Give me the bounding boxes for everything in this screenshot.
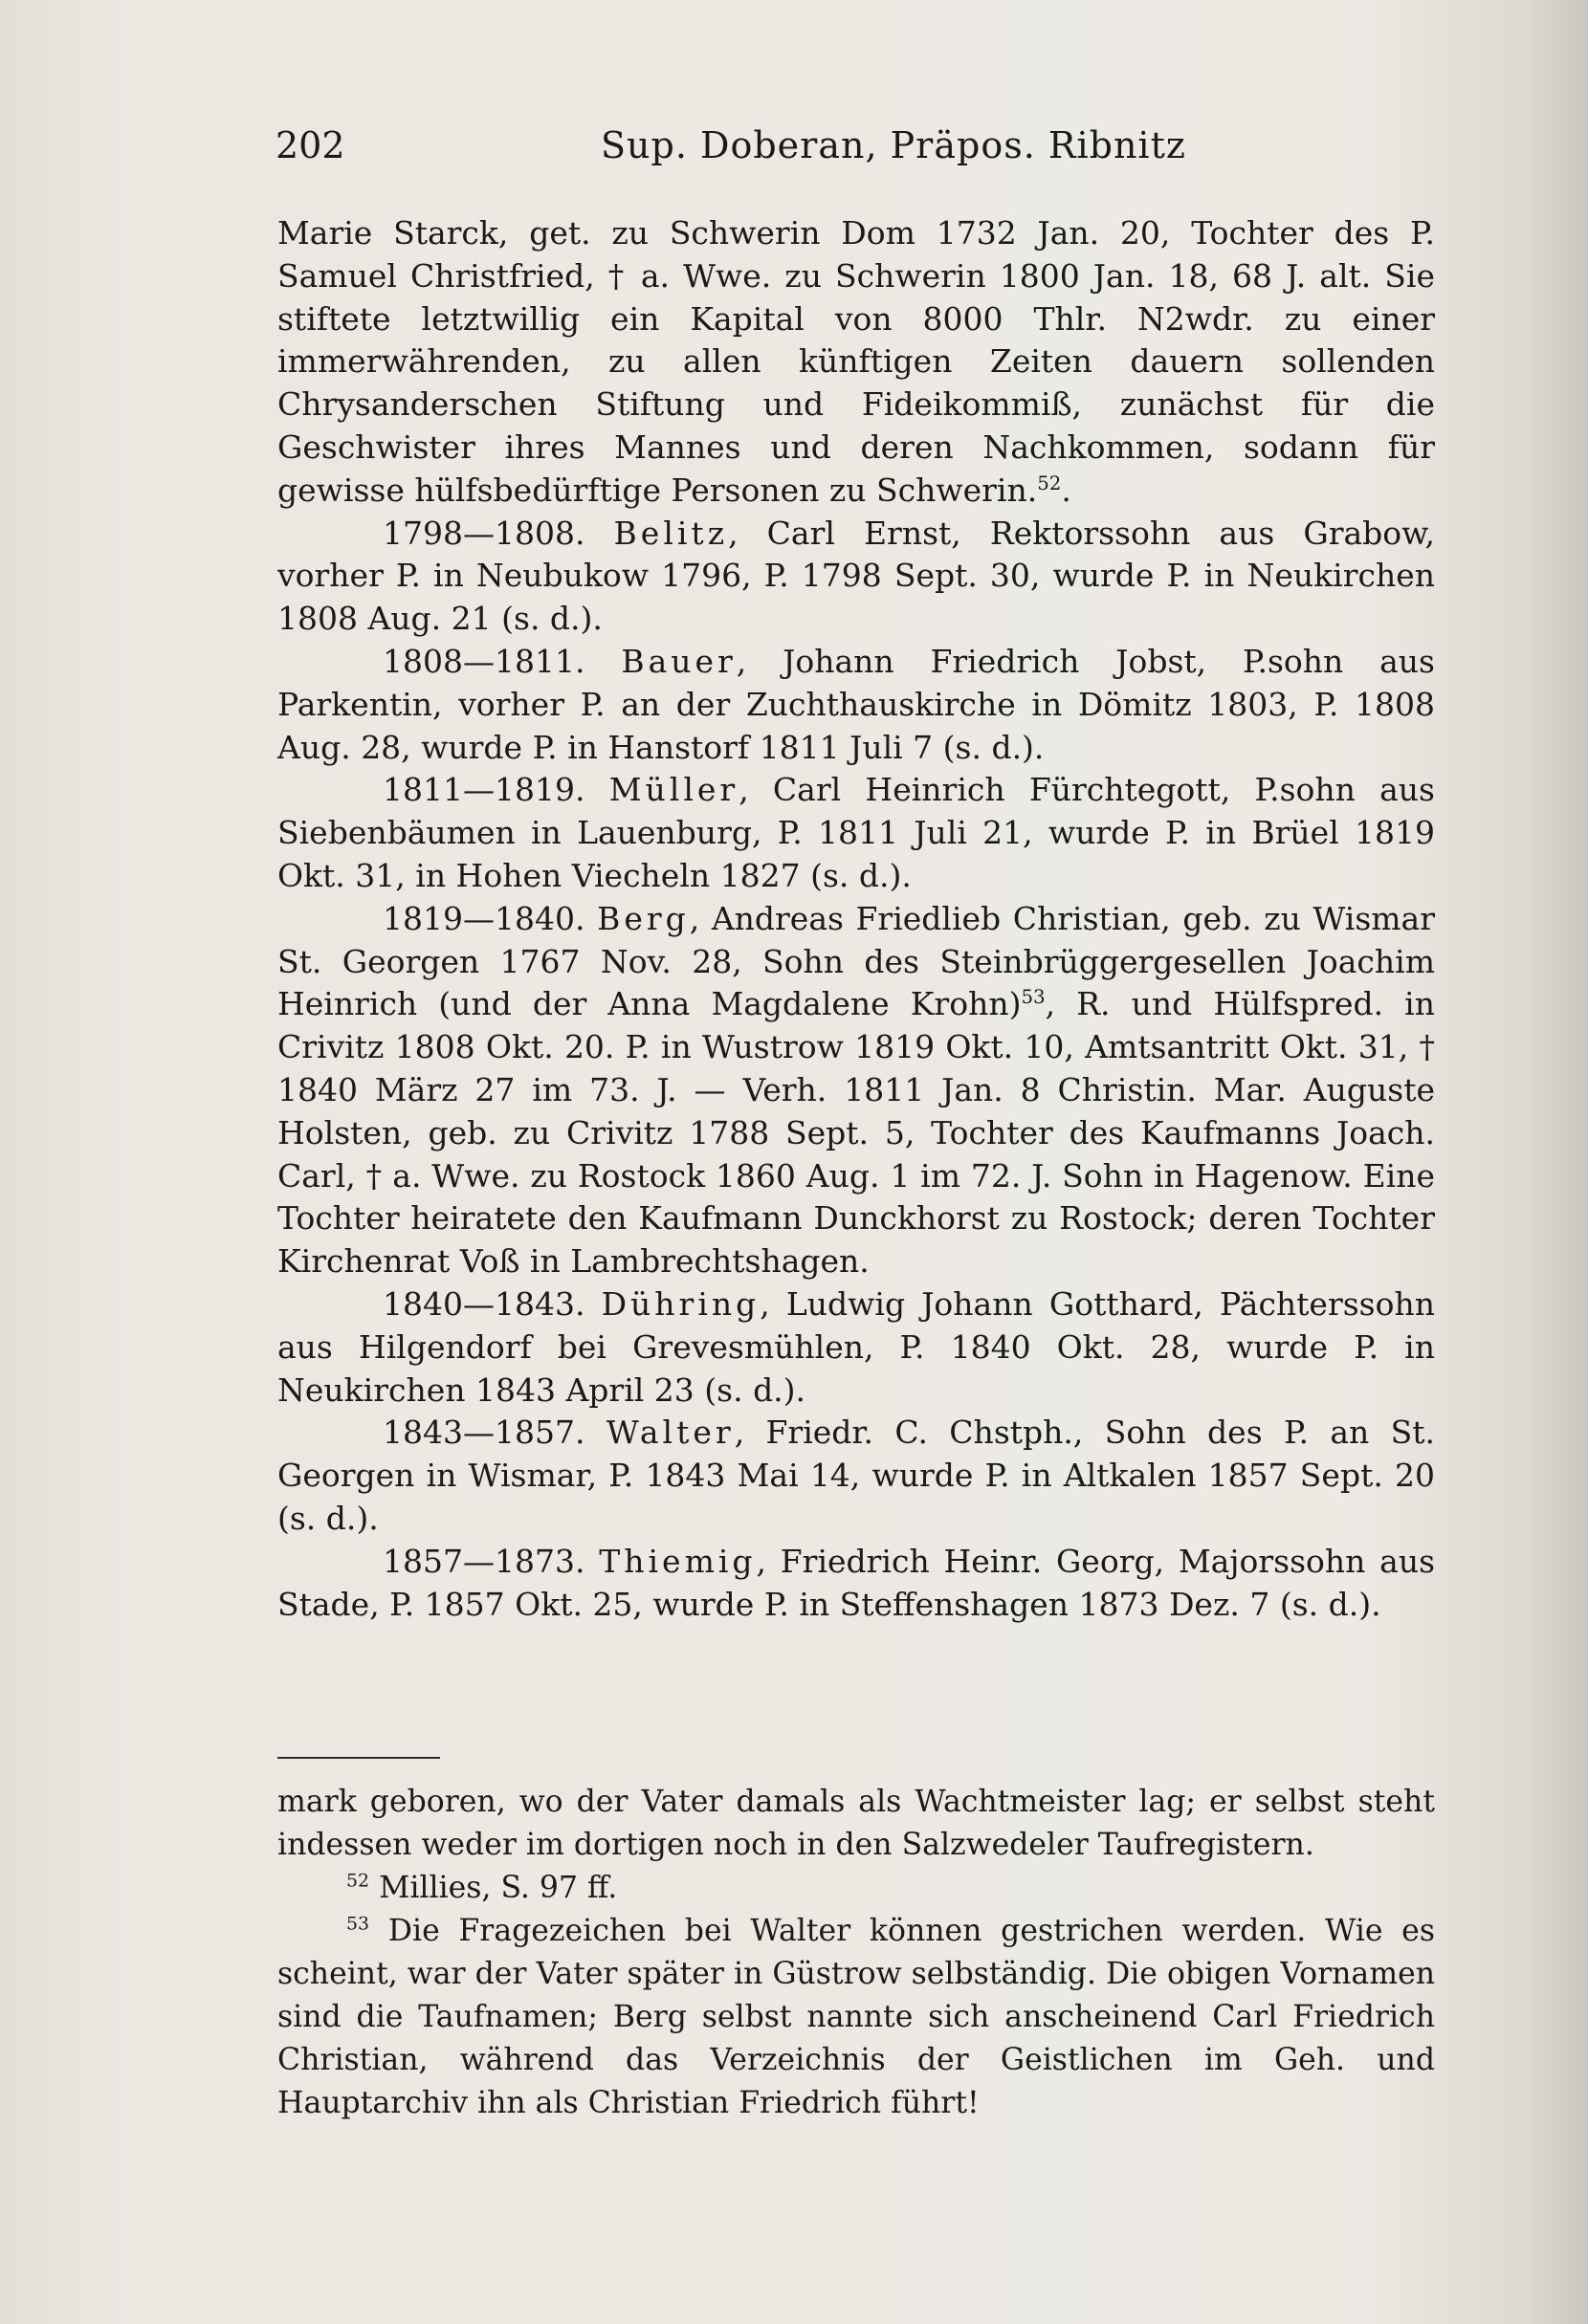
entry-name: Thiemig — [599, 1542, 757, 1580]
entry-name: Müller — [608, 771, 739, 809]
intro-text: Marie Starck, get. zu Schwerin Dom 1732 Jan. 20, Tochter des P. Samuel Christfried, † a. Wwe. zu Schwerin 1800 Jan. 18, 68 J. alt. Sie stiftete letztwillig ein Kapital von 8000 Thlr. N2wdr. zu einer immerwährenden, zu allen künftigen Zeiten dauern sollenden Chrysanderschen Stiftung und Fideikommiß, zunächst für die Geschwister ihres Mannes und deren Nachkommen, sodann für gewisse hülfsbedürftige Personen zu Schwerin. — [277, 214, 1435, 509]
footnotes — [277, 1781, 1435, 2125]
pastor-entry-walter — [277, 1412, 1435, 1540]
footnote-number: 52 — [346, 1870, 370, 1892]
pastor-entry-bauer — [277, 641, 1435, 769]
entry-years: 1857—1873. — [383, 1542, 585, 1580]
entry-name: Dühring — [601, 1284, 761, 1323]
entry-years: 1811—1819. — [383, 771, 585, 809]
entry-years: 1798—1808. — [383, 514, 585, 552]
intro-paragraph — [277, 212, 1435, 513]
running-title: Sup. Doberan, Präpos. Ribnitz — [601, 124, 1186, 166]
page-number: 202 — [276, 124, 345, 166]
entry-text: , Carl Heinrich Fürchtegott, P.sohn aus Siebenbäumen in Lauenburg, P. 1811 Juli 21, wurde P. in Brüel 1819 Okt. 31, in Hohen Viecheln 1827 (s. d.). — [277, 771, 1435, 894]
entry-text: , Friedr. C. Chstph., Sohn des P. an St. Georgen in Wismar, P. 1843 Mai 14, wurde P. in Altkalen 1857 Sept. 20 (s. d.). — [277, 1414, 1435, 1537]
pastor-entry-thiemig — [277, 1541, 1435, 1627]
entry-text: , Friedrich Heinr. Georg, Majorssohn aus Stade, P. 1857 Okt. 25, wurde P. in Steffenshagen 1873 Dez. 7 (s. d.). — [277, 1542, 1436, 1623]
footnote-text: Die Fragezeichen bei Walter können gestrichen werden. Wie es scheint, war der Vater später in Güstrow selbständig. Die obigen Vornamen sind die Taufnamen; Berg selbst nannte sich anscheinend Carl Friedrich Christian, während das Verzeichnis der Geistlichen im Geh. und Hauptarchiv ihn als Christian Friedrich führt! — [277, 1914, 1436, 2120]
footnote-continuation: mark geboren, wo der Vater damals als Wachtmeister lag; er selbst steht indessen weder im dortigen noch in den Salzwedeler Taufregistern. — [277, 1785, 1435, 1862]
intro-end: . — [1061, 471, 1071, 509]
entry-text: , Johann Friedrich Jobst, P.sohn aus Parkentin, vorher P. an der Zuchthauskirche in Dömitz 1803, P. 1808 Aug. 28, wurde P. in Hanstorf 1811 Juli 7 (s. d.). — [277, 642, 1435, 766]
entry-text: , Ludwig Johann Gotthard, Pächterssohn aus Hilgendorf bei Grevesmühlen, P. 1840 Okt. 28, wurde P. in Neukirchen 1843 April 23 (s. d.). — [277, 1284, 1435, 1409]
footnote-separator — [277, 1757, 440, 1759]
footnote-number: 53 — [346, 1913, 370, 1935]
pastor-entry-belitz — [277, 513, 1435, 641]
pastor-entry-berg — [277, 898, 1435, 1283]
main-text — [277, 212, 1435, 1626]
entry-name: Berg — [597, 899, 690, 937]
footnote-text: Millies, S. 97 ff. — [379, 1871, 618, 1905]
entry-years: 1843—1857. — [383, 1414, 585, 1452]
entry-text: , Carl Ernst, Rektorssohn aus Grabow, vorher P. in Neubukow 1796, P. 1798 Sept. 30, wurde P. in Neukirchen 1808 Aug. 21 (s. d.). — [277, 514, 1435, 638]
entry-years: 1840—1843. — [383, 1284, 585, 1323]
page-header — [276, 117, 1435, 174]
pastor-entry-mueller — [277, 769, 1435, 897]
footnote-ref-53: 53 — [1021, 986, 1046, 1009]
entry-years: 1808—1811. — [383, 642, 585, 680]
entry-name: Belitz — [613, 514, 729, 552]
entry-text-continued: , R. und Hülfspred. in Crivitz 1808 Okt. 20. P. in Wustrow 1819 Okt. 10, Amtsantritt Okt. 31, † 1840 März 27 im 73. J. — Verh. 1811 Jan. 8 Christin. Mar. Auguste Holsten, geb. zu Crivitz 1788 Sept. 5, Tochter des Kaufmanns Joach. Carl, † a. Wwe. zu Rostock 1860 Aug. 1 im 72. J. Sohn in Hagenow. Eine Tochter heiratete den Kaufmann Dunckhorst zu Rostock; deren Tochter Kirchenrat Voß in Lambrechtshagen. — [277, 985, 1435, 1281]
pastor-entry-duehring — [277, 1283, 1435, 1412]
entry-name: Bauer — [621, 642, 737, 680]
entry-text: , Andreas Friedlieb Christian, geb. zu Wismar St. Georgen 1767 Nov. 28, Sohn des Steinbrüggergesellen Joachim Heinrich (und der Anna Magdalene Krohn) — [277, 899, 1435, 1023]
footnote-52 — [277, 1867, 1435, 1910]
footnote-53 — [277, 1910, 1435, 2125]
footnote-ref-52: 52 — [1037, 471, 1062, 494]
entry-name: Walter — [606, 1414, 735, 1452]
entry-years: 1819—1840. — [383, 899, 585, 937]
